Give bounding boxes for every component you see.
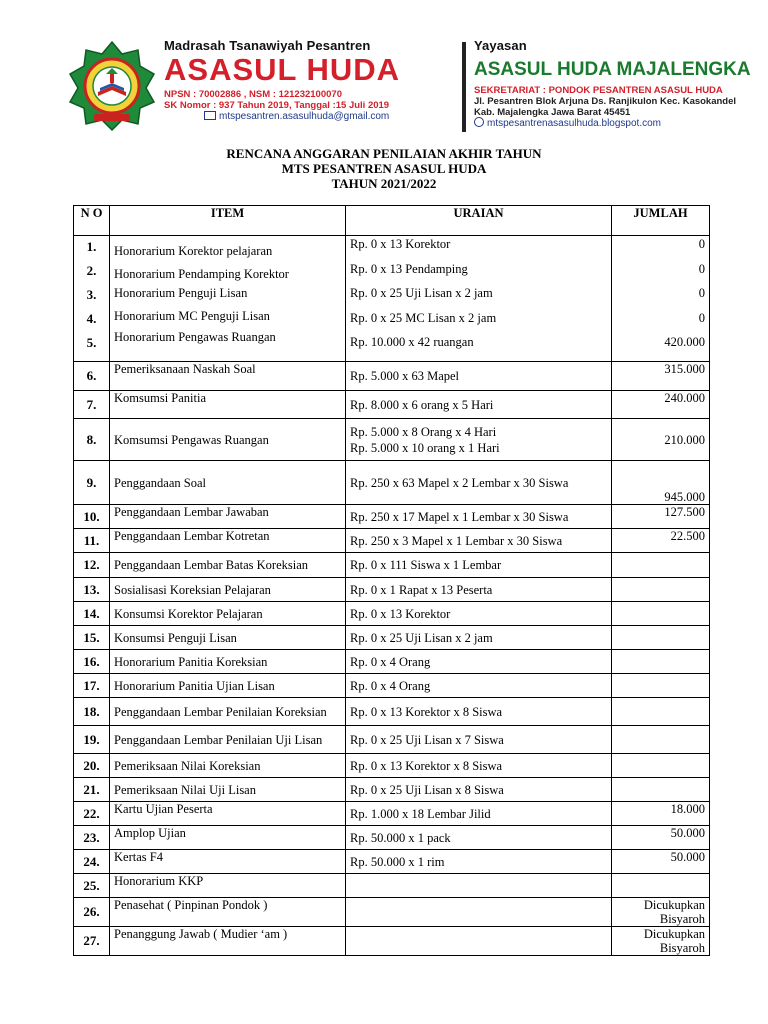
row-jumlah: Dicukupkan Bisyaroh <box>612 927 710 956</box>
row-jumlah <box>612 553 710 578</box>
row-uraian: Rp. 0 x 1 Rapat x 13 Peserta <box>350 582 493 597</box>
row-no: 25. <box>74 874 110 898</box>
header-item: ITEM <box>110 206 346 236</box>
row-uraian: Rp. 0 x 4 Orang <box>350 654 431 669</box>
letterhead <box>60 38 751 136</box>
row-item: Sosialisasi Koreksian Pelajaran <box>110 578 346 602</box>
row-uraian: Rp. 0 x 13 Korektor x 8 Siswa <box>350 704 503 719</box>
row-item: Honorarium Panitia Koreksian <box>110 650 346 674</box>
row-jumlah <box>612 602 710 626</box>
table-row <box>74 898 710 927</box>
row-no: 10. <box>74 505 110 529</box>
row-uraian: Rp. 0 x 25 Uji Lisan x 2 jam <box>350 286 493 300</box>
row-uraian-cell <box>346 529 612 553</box>
row-jumlah: 210.000 <box>612 419 710 461</box>
row-item: Amplop Ujian <box>110 826 346 850</box>
table-row <box>74 362 710 391</box>
table-row <box>74 461 710 505</box>
mail-icon <box>204 111 216 120</box>
row-uraian: Rp. 50.000 x 1 rim <box>350 854 445 869</box>
row-item: Kartu Ujian Peserta <box>110 802 346 826</box>
row-no: 2. <box>86 263 97 278</box>
row-jumlah <box>612 626 710 650</box>
title-line-1: RENCANA ANGGARAN PENILAIAN AKHIR TAHUN <box>226 146 542 161</box>
globe-icon <box>474 117 484 127</box>
madrasah-header <box>164 38 460 123</box>
row-no: 22. <box>74 802 110 826</box>
row-item: Pemeriksaan Nilai Uji Lisan <box>110 778 346 802</box>
row-no: 12. <box>74 553 110 578</box>
madrasah-logo-icon <box>66 40 158 132</box>
row-uraian-cell <box>346 505 612 529</box>
group1-item-cell <box>110 236 346 362</box>
group1-uraian-cell <box>346 236 612 362</box>
row-uraian: Rp. 8.000 x 6 orang x 5 Hari <box>350 397 494 412</box>
row-uraian: Rp. 0 x 13 Korektor <box>350 606 451 621</box>
row-no: 17. <box>74 674 110 698</box>
row-uraian-cell <box>346 927 612 956</box>
row-jumlah: 22.500 <box>612 529 710 553</box>
document-title <box>0 146 768 191</box>
row-no: 3. <box>86 287 97 302</box>
table-row <box>74 874 710 898</box>
row-uraian-cell <box>346 650 612 674</box>
yayasan-blog: mtspesantrenasasulhuda.blogspot.com <box>487 118 661 129</box>
madrasah-title: Madrasah Tsanawiyah Pesantren <box>164 38 371 53</box>
row-jumlah: 420.000 <box>664 335 705 349</box>
row-uraian-cell <box>346 726 612 754</box>
madrasah-name: ASASUL HUDA <box>164 52 401 87</box>
row-jumlah: 0 <box>698 262 705 276</box>
row-uraian: Rp. 0 x 25 Uji Lisan x 2 jam <box>350 630 493 645</box>
letterhead-divider <box>462 42 466 132</box>
row-jumlah <box>612 778 710 802</box>
yayasan-secretariat: SEKRETARIAT : PONDOK PESANTREN ASASUL HUDA <box>474 85 723 96</box>
yayasan-header <box>474 38 764 130</box>
row-item: Penggandaan Soal <box>110 461 346 505</box>
row-no: 5. <box>86 335 97 350</box>
row-jumlah: Dicukupkan Bisyaroh <box>612 898 710 927</box>
row-jumlah <box>612 754 710 778</box>
row-no: 18. <box>74 698 110 726</box>
row-uraian: Rp. 250 x 63 Mapel x 2 Lembar x 30 Siswa <box>350 475 569 490</box>
row-uraian: Rp. 10.000 x 42 ruangan <box>350 335 474 349</box>
table-row <box>74 674 710 698</box>
table-row <box>74 778 710 802</box>
table-row <box>74 726 710 754</box>
row-uraian: Rp. 250 x 17 Mapel x 1 Lembar x 30 Siswa <box>350 509 569 524</box>
row-uraian-cell <box>346 602 612 626</box>
row-jumlah: 315.000 <box>612 362 710 391</box>
row-uraian-cell <box>346 362 612 391</box>
row-uraian-cell <box>346 674 612 698</box>
table-row <box>74 802 710 826</box>
row-item: Honorarium MC Penguji Lisan <box>114 309 270 323</box>
table-row <box>74 626 710 650</box>
table-row <box>74 650 710 674</box>
row-no: 20. <box>74 754 110 778</box>
group1-no-cell <box>74 236 110 362</box>
header-jumlah: JUMLAH <box>612 206 710 236</box>
row-item: Penggandaan Lembar Kotretan <box>110 529 346 553</box>
row-uraian-cell <box>346 850 612 874</box>
row-no: 4. <box>86 311 97 326</box>
table-row <box>74 419 710 461</box>
table-row <box>74 850 710 874</box>
row-jumlah: 18.000 <box>612 802 710 826</box>
row-no: 23. <box>74 826 110 850</box>
row-item: Komsumsi Pengawas Ruangan <box>110 419 346 461</box>
row-uraian: Rp. 50.000 x 1 pack <box>350 830 451 845</box>
row-jumlah: 945.000 <box>612 461 710 505</box>
table-row <box>74 578 710 602</box>
row-uraian: Rp. 0 x 4 Orang <box>350 678 431 693</box>
row-uraian-cell <box>346 461 612 505</box>
table-row <box>74 754 710 778</box>
row-item: Konsumsi Penguji Lisan <box>110 626 346 650</box>
row-uraian-cell <box>346 898 612 927</box>
row-no: 1. <box>86 239 97 254</box>
row-item: Penggandaan Lembar Penilaian Koreksian <box>110 698 346 726</box>
row-no: 24. <box>74 850 110 874</box>
row-item: Komsumsi Panitia <box>110 391 346 419</box>
row-no: 21. <box>74 778 110 802</box>
row-item: Penanggung Jawab ( Mudier ‘am ) <box>110 927 346 956</box>
row-jumlah: 127.500 <box>612 505 710 529</box>
row-item: Honorarium Pengawas Ruangan <box>114 330 276 344</box>
row-uraian: Rp. 0 x 25 Uji Lisan x 8 Siswa <box>350 782 504 797</box>
row-uraian-cell <box>346 802 612 826</box>
row-uraian: Rp. 5.000 x 63 Mapel <box>350 369 460 383</box>
row-jumlah <box>612 650 710 674</box>
row-uraian-cell <box>346 698 612 726</box>
row-item: Honorarium Korektor pelajaran <box>114 244 273 258</box>
group1-jumlah-cell <box>612 236 710 362</box>
madrasah-sk: SK Nomor : 937 Tahun 2019, Tanggal :15 Juli 2019 <box>164 100 390 111</box>
row-item: Penasehat ( Pinpinan Pondok ) <box>110 898 346 927</box>
title-line-2: MTS PESANTREN ASASUL HUDA <box>281 161 487 176</box>
row-jumlah <box>612 874 710 898</box>
table-row <box>74 602 710 626</box>
row-jumlah <box>612 698 710 726</box>
row-item: Honorarium KKP <box>110 874 346 898</box>
row-uraian-cell <box>346 419 612 461</box>
row-jumlah: 240.000 <box>612 391 710 419</box>
row-no: 11. <box>74 529 110 553</box>
row-no: 26. <box>74 898 110 927</box>
row-no: 6. <box>74 362 110 391</box>
header-uraian: URAIAN <box>346 206 612 236</box>
row-no: 16. <box>74 650 110 674</box>
row-jumlah: 50.000 <box>612 826 710 850</box>
row-no: 8. <box>74 419 110 461</box>
row-uraian: Rp. 0 x 13 Pendamping <box>350 262 468 276</box>
row-no: 19. <box>74 726 110 754</box>
yayasan-address-1: Jl. Pesantren Blok Arjuna Ds. Ranjikulon Kec. Kasokandel <box>474 96 737 107</box>
row-jumlah: 50.000 <box>612 850 710 874</box>
row-uraian-second-line: Rp. 5.000 x 10 orang x 1 Hari <box>350 440 500 455</box>
row-no: 13. <box>74 578 110 602</box>
row-uraian: Rp. 0 x 111 Siswa x 1 Lembar <box>350 558 502 572</box>
table-row <box>74 391 710 419</box>
row-item: Honorarium Pendamping Korektor <box>114 267 289 281</box>
yayasan-address-2: Kab. Majalengka Jawa Barat 45451 <box>474 107 631 118</box>
title-line-3: TAHUN 2021/2022 <box>331 176 437 191</box>
yayasan-title: Yayasan <box>474 38 527 53</box>
header-no: N O <box>74 206 110 236</box>
budget-table <box>73 205 710 956</box>
row-uraian-cell <box>346 578 612 602</box>
row-jumlah: 0 <box>698 237 705 251</box>
table-row <box>74 553 710 578</box>
row-uraian: Rp. 0 x 25 Uji Lisan x 7 Siswa <box>350 732 504 747</box>
row-uraian-cell <box>346 874 612 898</box>
madrasah-email-row <box>164 111 460 123</box>
row-uraian: Rp. 5.000 x 8 Orang x 4 Hari <box>350 424 497 439</box>
row-item: Penggandaan Lembar Jawaban <box>110 505 346 529</box>
row-uraian: Rp. 0 x 13 Korektor x 8 Siswa <box>350 758 503 773</box>
yayasan-blog-row <box>474 118 764 130</box>
row-jumlah <box>612 674 710 698</box>
yayasan-name: ASASUL HUDA MAJALENGKA <box>474 59 751 80</box>
row-item: Honorarium Panitia Ujian Lisan <box>110 674 346 698</box>
table-row <box>74 698 710 726</box>
row-jumlah <box>612 578 710 602</box>
row-item: Penggandaan Lembar Batas Koreksian <box>110 553 346 578</box>
row-uraian: Rp. 0 x 25 MC Lisan x 2 jam <box>350 311 497 325</box>
table-row <box>74 927 710 956</box>
table-row-group-1-5 <box>74 236 710 362</box>
row-no: 14. <box>74 602 110 626</box>
row-item: Penggandaan Lembar Penilaian Uji Lisan <box>110 726 346 754</box>
row-uraian-cell <box>346 826 612 850</box>
table-row <box>74 529 710 553</box>
row-uraian-cell <box>346 626 612 650</box>
row-uraian-cell <box>346 754 612 778</box>
row-jumlah: 0 <box>698 311 705 325</box>
table-row <box>74 505 710 529</box>
table-row <box>74 826 710 850</box>
row-item: Konsumsi Korektor Pelajaran <box>110 602 346 626</box>
row-uraian-cell <box>346 778 612 802</box>
row-uraian-cell <box>346 391 612 419</box>
table-header-row <box>74 206 710 236</box>
row-item: Pemeriksaan Nilai Koreksian <box>110 754 346 778</box>
row-jumlah <box>612 726 710 754</box>
row-item: Kertas F4 <box>110 850 346 874</box>
row-no: 7. <box>74 391 110 419</box>
row-uraian: Rp. 1.000 x 18 Lembar Jilid <box>350 806 491 821</box>
row-uraian: Rp. 250 x 3 Mapel x 1 Lembar x 30 Siswa <box>350 533 563 548</box>
row-uraian: Rp. 0 x 13 Korektor <box>350 237 451 251</box>
row-item: Honorarium Penguji Lisan <box>114 286 248 300</box>
row-no: 9. <box>74 461 110 505</box>
row-no: 27. <box>74 927 110 956</box>
row-uraian-cell <box>346 553 612 578</box>
madrasah-npsn: NPSN : 70002886 , NSM : 121232100070 <box>164 89 342 100</box>
row-item: Pemeriksanaan Naskah Soal <box>110 362 346 391</box>
madrasah-email: mtspesantren.asasulhuda@gmail.com <box>219 111 390 122</box>
row-no: 15. <box>74 626 110 650</box>
row-jumlah: 0 <box>698 286 705 300</box>
